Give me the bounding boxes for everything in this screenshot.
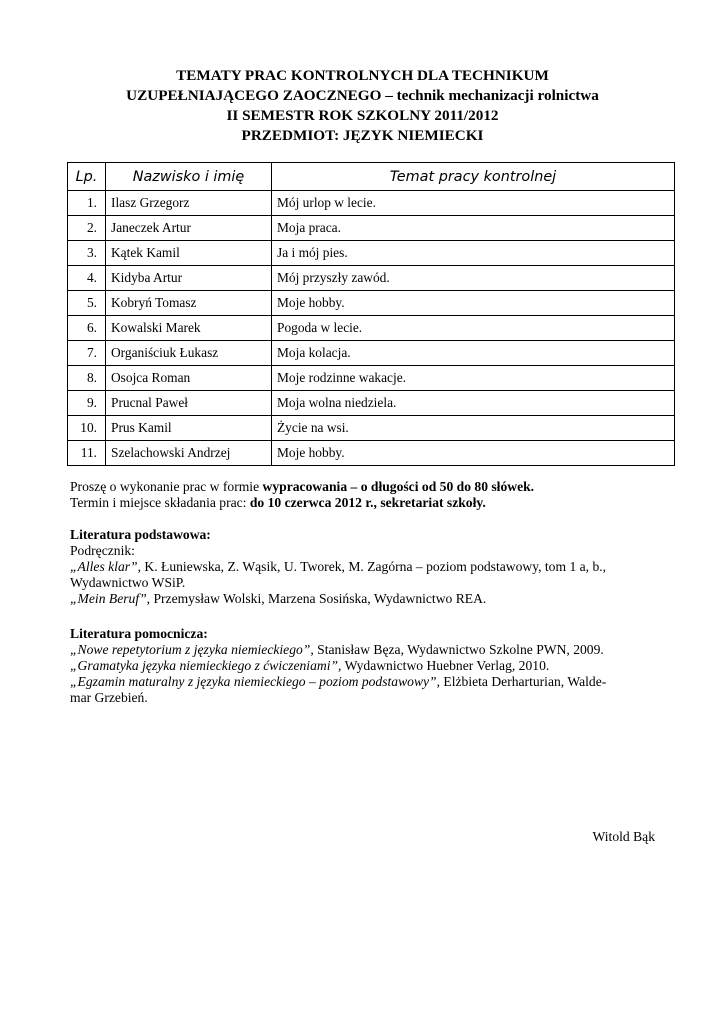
cell-lp: 2. (68, 216, 106, 241)
cell-name: Kowalski Marek (106, 316, 272, 341)
cell-lp: 1. (68, 191, 106, 216)
table-row (68, 366, 675, 391)
title-line-4: PRZEDMIOT: JĘZYK NIEMIECKI (241, 127, 484, 144)
cell-lp: 8. (68, 366, 106, 391)
table-row (68, 291, 675, 316)
cell-name: Szelachowski Andrzej (106, 441, 272, 466)
literature-basic-heading: Literatura podstawowa: (70, 527, 211, 542)
cell-lp: 5. (68, 291, 106, 316)
cell-topic: Mój urlop w lecie. (272, 191, 675, 216)
literature-basic (70, 527, 670, 607)
cell-lp: 11. (68, 441, 106, 466)
cell-name: Ilasz Grzegorz (106, 191, 272, 216)
cell-lp: 10. (68, 416, 106, 441)
cell-name: Kątek Kamil (106, 241, 272, 266)
cell-topic: Moja praca. (272, 216, 675, 241)
table-row (68, 391, 675, 416)
cell-topic: Moja kolacja. (272, 341, 675, 366)
cell-lp: 7. (68, 341, 106, 366)
table-header-row (68, 163, 675, 191)
table-row (68, 216, 675, 241)
header-name: Nazwisko i imię (106, 163, 272, 191)
cell-topic: Moje rodzinne wakacje. (272, 366, 675, 391)
literature-basic-item-1: „Alles klar”, K. Łuniewska, Z. Wąsik, U. Tworek, M. Zagórna – poziom podstawowy, tom 1 a, b., (70, 559, 607, 574)
title-line-3: II SEMESTR ROK SZKOLNY 2011/2012 (226, 107, 499, 124)
instructions (70, 479, 670, 511)
topics-table (67, 162, 675, 466)
literature-aux-item-1: „Nowe repetytorium z języka niemieckiego”, Stanisław Bęza, Wydawnictwo Szkolne PWN, 2009. (70, 642, 604, 657)
cell-topic: Moje hobby. (272, 291, 675, 316)
literature-basic-item-2: „Mein Beruf”, Przemysław Wolski, Marzena Sosińska, Wydawnictwo REA. (70, 591, 487, 606)
table-row (68, 441, 675, 466)
cell-name: Osojca Roman (106, 366, 272, 391)
title-line-2: UZUPEŁNIAJĄCEGO ZAOCZNEGO – technik mechanizacji rolnictwa (126, 87, 599, 104)
literature-aux-heading: Literatura pomocnicza: (70, 626, 208, 641)
cell-name: Kidyba Artur (106, 266, 272, 291)
cell-name: Kobryń Tomasz (106, 291, 272, 316)
instruction-line-2: Termin i miejsce składania prac: do 10 czerwca 2012 r., sekretariat szkoły. (70, 495, 486, 510)
table-row (68, 316, 675, 341)
header-topic: Temat pracy kontrolnej (272, 163, 675, 191)
table-row (68, 266, 675, 291)
table-row (68, 191, 675, 216)
table-row (68, 416, 675, 441)
cell-name: Organiściuk Łukasz (106, 341, 272, 366)
literature-aux-item-2: „Gramatyka języka niemieckiego z ćwiczeniami”, Wydawnictwo Huebner Verlag, 2010. (70, 658, 550, 673)
cell-lp: 9. (68, 391, 106, 416)
cell-lp: 6. (68, 316, 106, 341)
signature: Witold Bąk (592, 829, 655, 844)
cell-lp: 3. (68, 241, 106, 266)
cell-topic: Mój przyszły zawód. (272, 266, 675, 291)
literature-aux (70, 626, 670, 706)
literature-basic-item-1-cont: Wydawnictwo WSiP. (70, 575, 186, 590)
cell-topic: Ja i mój pies. (272, 241, 675, 266)
cell-topic: Pogoda w lecie. (272, 316, 675, 341)
cell-lp: 4. (68, 266, 106, 291)
cell-topic: Moje hobby. (272, 441, 675, 466)
cell-name: Prus Kamil (106, 416, 272, 441)
instruction-line-1: Proszę o wykonanie prac w formie wypracowania – o długości od 50 do 80 słówek. (70, 479, 535, 494)
cell-name: Prucnal Paweł (106, 391, 272, 416)
cell-topic: Życie na wsi. (272, 416, 675, 441)
document-title (40, 66, 685, 146)
textbook-label: Podręcznik: (70, 543, 135, 558)
header-lp: Lp. (68, 163, 106, 191)
table-row (68, 241, 675, 266)
title-line-1: TEMATY PRAC KONTROLNYCH DLA TECHNIKUM (176, 67, 549, 84)
table-row (68, 341, 675, 366)
literature-aux-item-3-cont: mar Grzebień. (70, 690, 148, 705)
literature-aux-item-3: „Egzamin maturalny z języka niemieckiego – poziom podstawowy”, Elżbieta Derharturian, Walde- (70, 674, 607, 689)
cell-topic: Moja wolna niedziela. (272, 391, 675, 416)
cell-name: Janeczek Artur (106, 216, 272, 241)
